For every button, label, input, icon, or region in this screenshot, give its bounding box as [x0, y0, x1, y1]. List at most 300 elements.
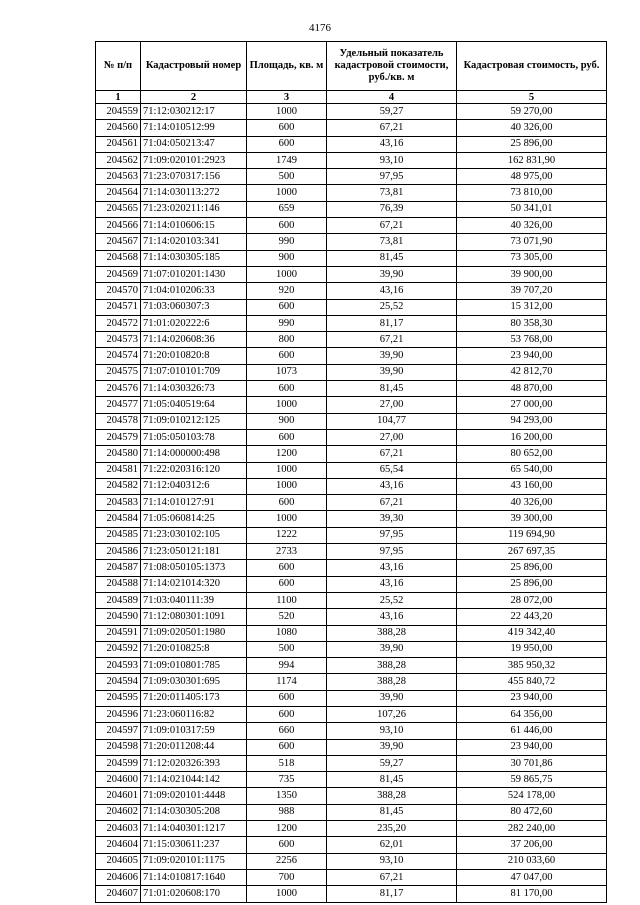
- cadastral-value-cell: 23 940,00: [457, 690, 607, 706]
- area-cell: 659: [247, 201, 327, 217]
- row-number-cell: 204580: [96, 446, 141, 462]
- cadastral-value-cell: 39 300,00: [457, 511, 607, 527]
- table-row: [96, 837, 607, 853]
- cadastral-value-cell: 50 341,01: [457, 201, 607, 217]
- cadastral-value-cell: 16 200,00: [457, 429, 607, 445]
- header-area: Площадь, кв. м: [247, 42, 327, 91]
- header-cadastral-number: Кадастровый номер: [141, 42, 247, 91]
- cadastral-value-cell: 59 865,75: [457, 772, 607, 788]
- table-row: [96, 201, 607, 217]
- table-row: [96, 315, 607, 331]
- row-number-cell: 204567: [96, 234, 141, 250]
- cadastral-number-cell: 71:09:020501:1980: [141, 625, 247, 641]
- area-cell: 1000: [247, 462, 327, 478]
- table-row: [96, 152, 607, 168]
- row-number-cell: 204588: [96, 576, 141, 592]
- specific-value-cell: 59,27: [327, 104, 457, 120]
- cadastral-value-cell: 524 178,00: [457, 788, 607, 804]
- row-number-cell: 204602: [96, 804, 141, 820]
- area-cell: 990: [247, 234, 327, 250]
- cadastral-number-cell: 71:14:000000:498: [141, 446, 247, 462]
- cadastral-number-cell: 71:09:030301:695: [141, 674, 247, 690]
- row-number-cell: 204576: [96, 381, 141, 397]
- area-cell: 1000: [247, 397, 327, 413]
- specific-value-cell: 67,21: [327, 869, 457, 885]
- specific-value-cell: 107,26: [327, 706, 457, 722]
- cadastral-number-cell: 71:05:040519:64: [141, 397, 247, 413]
- cadastral-number-cell: 71:05:060814:25: [141, 511, 247, 527]
- row-number-cell: 204560: [96, 120, 141, 136]
- cadastral-value-cell: 210 033,60: [457, 853, 607, 869]
- specific-value-cell: 388,28: [327, 658, 457, 674]
- cadastral-value-cell: 419 342,40: [457, 625, 607, 641]
- row-number-cell: 204561: [96, 136, 141, 152]
- specific-value-cell: 97,95: [327, 169, 457, 185]
- specific-value-cell: 97,95: [327, 527, 457, 543]
- specific-value-cell: 81,17: [327, 315, 457, 331]
- row-number-cell: 204595: [96, 690, 141, 706]
- cadastral-number-cell: 71:14:030326:73: [141, 381, 247, 397]
- cadastral-number-cell: 71:09:010212:125: [141, 413, 247, 429]
- table-row: [96, 266, 607, 282]
- specific-value-cell: 73,81: [327, 185, 457, 201]
- cadastral-value-cell: 80 472,60: [457, 804, 607, 820]
- specific-value-cell: 43,16: [327, 136, 457, 152]
- cadastral-value-cell: 162 831,90: [457, 152, 607, 168]
- specific-value-cell: 73,81: [327, 234, 457, 250]
- cadastral-value-cell: 73 071,90: [457, 234, 607, 250]
- row-number-cell: 204565: [96, 201, 141, 217]
- cadastral-value-cell: 48 975,00: [457, 169, 607, 185]
- area-cell: 735: [247, 772, 327, 788]
- cadastral-number-cell: 71:14:030113:272: [141, 185, 247, 201]
- area-cell: 1000: [247, 478, 327, 494]
- table-row: [96, 397, 607, 413]
- table-row: [96, 169, 607, 185]
- row-number-cell: 204606: [96, 869, 141, 885]
- cadastral-number-cell: 71:12:020326:393: [141, 755, 247, 771]
- specific-value-cell: 81,17: [327, 886, 457, 902]
- cadastral-number-cell: 71:23:070317:156: [141, 169, 247, 185]
- cadastral-value-cell: 28 072,00: [457, 592, 607, 608]
- cadastral-value-cell: 385 950,32: [457, 658, 607, 674]
- specific-value-cell: 43,16: [327, 560, 457, 576]
- cadastral-number-cell: 71:23:020211:146: [141, 201, 247, 217]
- table-row: [96, 429, 607, 445]
- cadastral-value-cell: 40 326,00: [457, 120, 607, 136]
- cadastral-value-table: [95, 41, 607, 903]
- row-number-cell: 204577: [96, 397, 141, 413]
- cadastral-value-cell: 25 896,00: [457, 560, 607, 576]
- cadastral-value-cell: 19 950,00: [457, 641, 607, 657]
- area-cell: 1200: [247, 446, 327, 462]
- header-row: [96, 42, 607, 91]
- area-cell: 1000: [247, 104, 327, 120]
- row-number-cell: 204587: [96, 560, 141, 576]
- area-cell: 520: [247, 609, 327, 625]
- cadastral-value-cell: 455 840,72: [457, 674, 607, 690]
- table-row: [96, 869, 607, 885]
- cadastral-value-cell: 73 305,00: [457, 250, 607, 266]
- cadastral-value-cell: 59 270,00: [457, 104, 607, 120]
- row-number-cell: 204562: [96, 152, 141, 168]
- row-number-cell: 204605: [96, 853, 141, 869]
- cadastral-value-cell: 39 900,00: [457, 266, 607, 282]
- cadastral-number-cell: 71:23:050121:181: [141, 544, 247, 560]
- specific-value-cell: 93,10: [327, 152, 457, 168]
- area-cell: 700: [247, 869, 327, 885]
- specific-value-cell: 39,90: [327, 690, 457, 706]
- table-row: [96, 185, 607, 201]
- area-cell: 600: [247, 495, 327, 511]
- table-row: [96, 609, 607, 625]
- area-cell: 500: [247, 169, 327, 185]
- area-cell: 600: [247, 429, 327, 445]
- cadastral-number-cell: 71:22:020316:120: [141, 462, 247, 478]
- cadastral-value-cell: 23 940,00: [457, 739, 607, 755]
- specific-value-cell: 25,52: [327, 592, 457, 608]
- cadastral-number-cell: 71:14:010606:15: [141, 218, 247, 234]
- row-number-cell: 204566: [96, 218, 141, 234]
- table-row: [96, 136, 607, 152]
- column-number: 4: [327, 91, 457, 104]
- row-number-cell: 204597: [96, 723, 141, 739]
- row-number-cell: 204599: [96, 755, 141, 771]
- row-number-cell: 204568: [96, 250, 141, 266]
- table-row: [96, 120, 607, 136]
- cadastral-number-cell: 71:09:020101:4448: [141, 788, 247, 804]
- cadastral-number-cell: 71:14:020103:341: [141, 234, 247, 250]
- area-cell: 990: [247, 315, 327, 331]
- table-row: [96, 462, 607, 478]
- area-cell: 660: [247, 723, 327, 739]
- table-row: [96, 625, 607, 641]
- cadastral-value-cell: 47 047,00: [457, 869, 607, 885]
- area-cell: 600: [247, 576, 327, 592]
- cadastral-value-cell: 40 326,00: [457, 218, 607, 234]
- row-number-cell: 204578: [96, 413, 141, 429]
- specific-value-cell: 93,10: [327, 853, 457, 869]
- row-number-cell: 204584: [96, 511, 141, 527]
- table-body: [96, 104, 607, 903]
- page-number: 4176: [309, 22, 331, 34]
- specific-value-cell: 104,77: [327, 413, 457, 429]
- column-number: 2: [141, 91, 247, 104]
- row-number-cell: 204603: [96, 821, 141, 837]
- cadastral-value-cell: 22 443,20: [457, 609, 607, 625]
- table-row: [96, 690, 607, 706]
- area-cell: 600: [247, 218, 327, 234]
- cadastral-value-cell: 65 540,00: [457, 462, 607, 478]
- row-number-cell: 204564: [96, 185, 141, 201]
- area-cell: 1000: [247, 886, 327, 902]
- specific-value-cell: 39,90: [327, 348, 457, 364]
- specific-value-cell: 67,21: [327, 120, 457, 136]
- cadastral-number-cell: 71:14:020608:36: [141, 332, 247, 348]
- specific-value-cell: 39,90: [327, 739, 457, 755]
- specific-value-cell: 67,21: [327, 446, 457, 462]
- table-row: [96, 886, 607, 902]
- specific-value-cell: 43,16: [327, 576, 457, 592]
- cadastral-value-cell: 64 356,00: [457, 706, 607, 722]
- row-number-cell: 204571: [96, 299, 141, 315]
- specific-value-cell: 388,28: [327, 674, 457, 690]
- row-number-cell: 204593: [96, 658, 141, 674]
- specific-value-cell: 65,54: [327, 462, 457, 478]
- table-row: [96, 853, 607, 869]
- cadastral-number-cell: 71:01:020222:6: [141, 315, 247, 331]
- row-number-cell: 204594: [96, 674, 141, 690]
- row-number-cell: 204596: [96, 706, 141, 722]
- table-row: [96, 511, 607, 527]
- row-number-cell: 204600: [96, 772, 141, 788]
- specific-value-cell: 27,00: [327, 397, 457, 413]
- area-cell: 2733: [247, 544, 327, 560]
- area-cell: 600: [247, 381, 327, 397]
- specific-value-cell: 59,27: [327, 755, 457, 771]
- cadastral-number-cell: 71:14:021014:320: [141, 576, 247, 592]
- cadastral-value-cell: 94 293,00: [457, 413, 607, 429]
- table-row: [96, 739, 607, 755]
- cadastral-number-cell: 71:03:060307:3: [141, 299, 247, 315]
- cadastral-value-cell: 15 312,00: [457, 299, 607, 315]
- row-number-cell: 204573: [96, 332, 141, 348]
- row-number-cell: 204590: [96, 609, 141, 625]
- area-cell: 1080: [247, 625, 327, 641]
- row-number-cell: 204607: [96, 886, 141, 902]
- cadastral-number-cell: 71:12:030212:17: [141, 104, 247, 120]
- row-number-cell: 204592: [96, 641, 141, 657]
- area-cell: 994: [247, 658, 327, 674]
- table-row: [96, 299, 607, 315]
- table-row: [96, 706, 607, 722]
- cadastral-value-cell: 73 810,00: [457, 185, 607, 201]
- table-row: [96, 283, 607, 299]
- cadastral-value-cell: 119 694,90: [457, 527, 607, 543]
- table-row: [96, 218, 607, 234]
- row-number-cell: 204569: [96, 266, 141, 282]
- specific-value-cell: 76,39: [327, 201, 457, 217]
- area-cell: 1350: [247, 788, 327, 804]
- table-row: [96, 674, 607, 690]
- table-row: [96, 381, 607, 397]
- area-cell: 600: [247, 136, 327, 152]
- specific-value-cell: 27,00: [327, 429, 457, 445]
- area-cell: 1174: [247, 674, 327, 690]
- table-row: [96, 104, 607, 120]
- table-row: [96, 364, 607, 380]
- cadastral-value-cell: 25 896,00: [457, 576, 607, 592]
- specific-value-cell: 43,16: [327, 283, 457, 299]
- table-row: [96, 592, 607, 608]
- area-cell: 920: [247, 283, 327, 299]
- area-cell: 600: [247, 299, 327, 315]
- cadastral-number-cell: 71:08:050105:1373: [141, 560, 247, 576]
- cadastral-value-cell: 53 768,00: [457, 332, 607, 348]
- row-number-cell: 204586: [96, 544, 141, 560]
- row-number-cell: 204604: [96, 837, 141, 853]
- specific-value-cell: 81,45: [327, 772, 457, 788]
- table-row: [96, 641, 607, 657]
- specific-value-cell: 62,01: [327, 837, 457, 853]
- specific-value-cell: 39,90: [327, 364, 457, 380]
- cadastral-number-cell: 71:09:020101:2923: [141, 152, 247, 168]
- row-number-cell: 204583: [96, 495, 141, 511]
- cadastral-number-cell: 71:14:030305:185: [141, 250, 247, 266]
- table-row: [96, 658, 607, 674]
- cadastral-number-cell: 71:14:040301:1217: [141, 821, 247, 837]
- cadastral-value-cell: 267 697,35: [457, 544, 607, 560]
- area-cell: 600: [247, 739, 327, 755]
- header-number: № п/п: [96, 42, 141, 91]
- cadastral-value-cell: 23 940,00: [457, 348, 607, 364]
- table-row: [96, 576, 607, 592]
- area-cell: 988: [247, 804, 327, 820]
- column-number: 5: [457, 91, 607, 104]
- cadastral-number-cell: 71:05:050103:78: [141, 429, 247, 445]
- area-cell: 900: [247, 250, 327, 266]
- specific-value-cell: 97,95: [327, 544, 457, 560]
- row-number-cell: 204589: [96, 592, 141, 608]
- specific-value-cell: 81,45: [327, 381, 457, 397]
- row-number-cell: 204574: [96, 348, 141, 364]
- cadastral-number-cell: 71:04:050213:47: [141, 136, 247, 152]
- cadastral-value-cell: 61 446,00: [457, 723, 607, 739]
- specific-value-cell: 67,21: [327, 332, 457, 348]
- area-cell: 600: [247, 837, 327, 853]
- specific-value-cell: 388,28: [327, 625, 457, 641]
- specific-value-cell: 39,30: [327, 511, 457, 527]
- cadastral-value-cell: 37 206,00: [457, 837, 607, 853]
- row-number-cell: 204575: [96, 364, 141, 380]
- specific-value-cell: 67,21: [327, 495, 457, 511]
- cadastral-number-cell: 71:07:010201:1430: [141, 266, 247, 282]
- cadastral-number-cell: 71:14:010512:99: [141, 120, 247, 136]
- row-number-cell: 204579: [96, 429, 141, 445]
- table-row: [96, 755, 607, 771]
- area-cell: 600: [247, 706, 327, 722]
- cadastral-number-cell: 71:20:011208:44: [141, 739, 247, 755]
- area-cell: 1200: [247, 821, 327, 837]
- area-cell: 600: [247, 120, 327, 136]
- cadastral-value-cell: 80 652,00: [457, 446, 607, 462]
- cadastral-number-cell: 71:03:040111:39: [141, 592, 247, 608]
- area-cell: 900: [247, 413, 327, 429]
- cadastral-number-cell: 71:14:010127:91: [141, 495, 247, 511]
- cadastral-value-cell: 27 000,00: [457, 397, 607, 413]
- area-cell: 500: [247, 641, 327, 657]
- area-cell: 1100: [247, 592, 327, 608]
- row-number-cell: 204591: [96, 625, 141, 641]
- table-row: [96, 413, 607, 429]
- area-cell: 1222: [247, 527, 327, 543]
- table-row: [96, 446, 607, 462]
- cadastral-number-cell: 71:04:010206:33: [141, 283, 247, 299]
- cadastral-number-cell: 71:07:010101:709: [141, 364, 247, 380]
- cadastral-number-cell: 71:09:010317:59: [141, 723, 247, 739]
- area-cell: 600: [247, 560, 327, 576]
- cadastral-value-cell: 43 160,00: [457, 478, 607, 494]
- table-row: [96, 821, 607, 837]
- cadastral-number-cell: 71:09:010801:785: [141, 658, 247, 674]
- cadastral-number-cell: 71:14:030305:208: [141, 804, 247, 820]
- table-row: [96, 478, 607, 494]
- area-cell: 800: [247, 332, 327, 348]
- row-number-cell: 204563: [96, 169, 141, 185]
- area-cell: 600: [247, 690, 327, 706]
- column-number: 3: [247, 91, 327, 104]
- area-cell: 1000: [247, 266, 327, 282]
- cadastral-number-cell: 71:14:010817:1640: [141, 869, 247, 885]
- cadastral-number-cell: 71:20:011405:173: [141, 690, 247, 706]
- specific-value-cell: 388,28: [327, 788, 457, 804]
- row-number-cell: 204581: [96, 462, 141, 478]
- table-row: [96, 527, 607, 543]
- specific-value-cell: 39,90: [327, 641, 457, 657]
- cadastral-value-cell: 282 240,00: [457, 821, 607, 837]
- header-cadastral-value: Кадастровая стоимость, руб.: [457, 42, 607, 91]
- row-number-cell: 204572: [96, 315, 141, 331]
- row-number-cell: 204582: [96, 478, 141, 494]
- row-number-cell: 204570: [96, 283, 141, 299]
- cadastral-value-cell: 81 170,00: [457, 886, 607, 902]
- specific-value-cell: 39,90: [327, 266, 457, 282]
- row-number-cell: 204601: [96, 788, 141, 804]
- cadastral-value-cell: 80 358,30: [457, 315, 607, 331]
- cadastral-value-cell: 42 812,70: [457, 364, 607, 380]
- table-row: [96, 772, 607, 788]
- specific-value-cell: 81,45: [327, 804, 457, 820]
- cadastral-number-cell: 71:20:010825:8: [141, 641, 247, 657]
- specific-value-cell: 67,21: [327, 218, 457, 234]
- table-row: [96, 495, 607, 511]
- area-cell: 600: [247, 348, 327, 364]
- area-cell: 1073: [247, 364, 327, 380]
- cadastral-number-cell: 71:20:010820:8: [141, 348, 247, 364]
- cadastral-number-cell: 71:14:021044:142: [141, 772, 247, 788]
- area-cell: 1000: [247, 185, 327, 201]
- cadastral-value-cell: 48 870,00: [457, 381, 607, 397]
- cadastral-number-cell: 71:23:060116:82: [141, 706, 247, 722]
- table-row: [96, 348, 607, 364]
- cadastral-number-cell: 71:12:040312:6: [141, 478, 247, 494]
- cadastral-value-cell: 40 326,00: [457, 495, 607, 511]
- area-cell: 518: [247, 755, 327, 771]
- area-cell: 2256: [247, 853, 327, 869]
- table-row: [96, 560, 607, 576]
- row-number-cell: 204585: [96, 527, 141, 543]
- specific-value-cell: 93,10: [327, 723, 457, 739]
- specific-value-cell: 235,20: [327, 821, 457, 837]
- column-number-row: [96, 91, 607, 104]
- table-row: [96, 332, 607, 348]
- table-row: [96, 544, 607, 560]
- specific-value-cell: 81,45: [327, 250, 457, 266]
- table-row: [96, 804, 607, 820]
- cadastral-number-cell: 71:09:020101:1175: [141, 853, 247, 869]
- row-number-cell: 204598: [96, 739, 141, 755]
- cadastral-number-cell: 71:15:030611:237: [141, 837, 247, 853]
- table-row: [96, 723, 607, 739]
- table-row: [96, 788, 607, 804]
- cadastral-value-cell: 30 701,86: [457, 755, 607, 771]
- area-cell: 1000: [247, 511, 327, 527]
- table-row: [96, 234, 607, 250]
- cadastral-value-cell: 25 896,00: [457, 136, 607, 152]
- column-number: 1: [96, 91, 141, 104]
- cadastral-value-cell: 39 707,20: [457, 283, 607, 299]
- cadastral-number-cell: 71:01:020608:170: [141, 886, 247, 902]
